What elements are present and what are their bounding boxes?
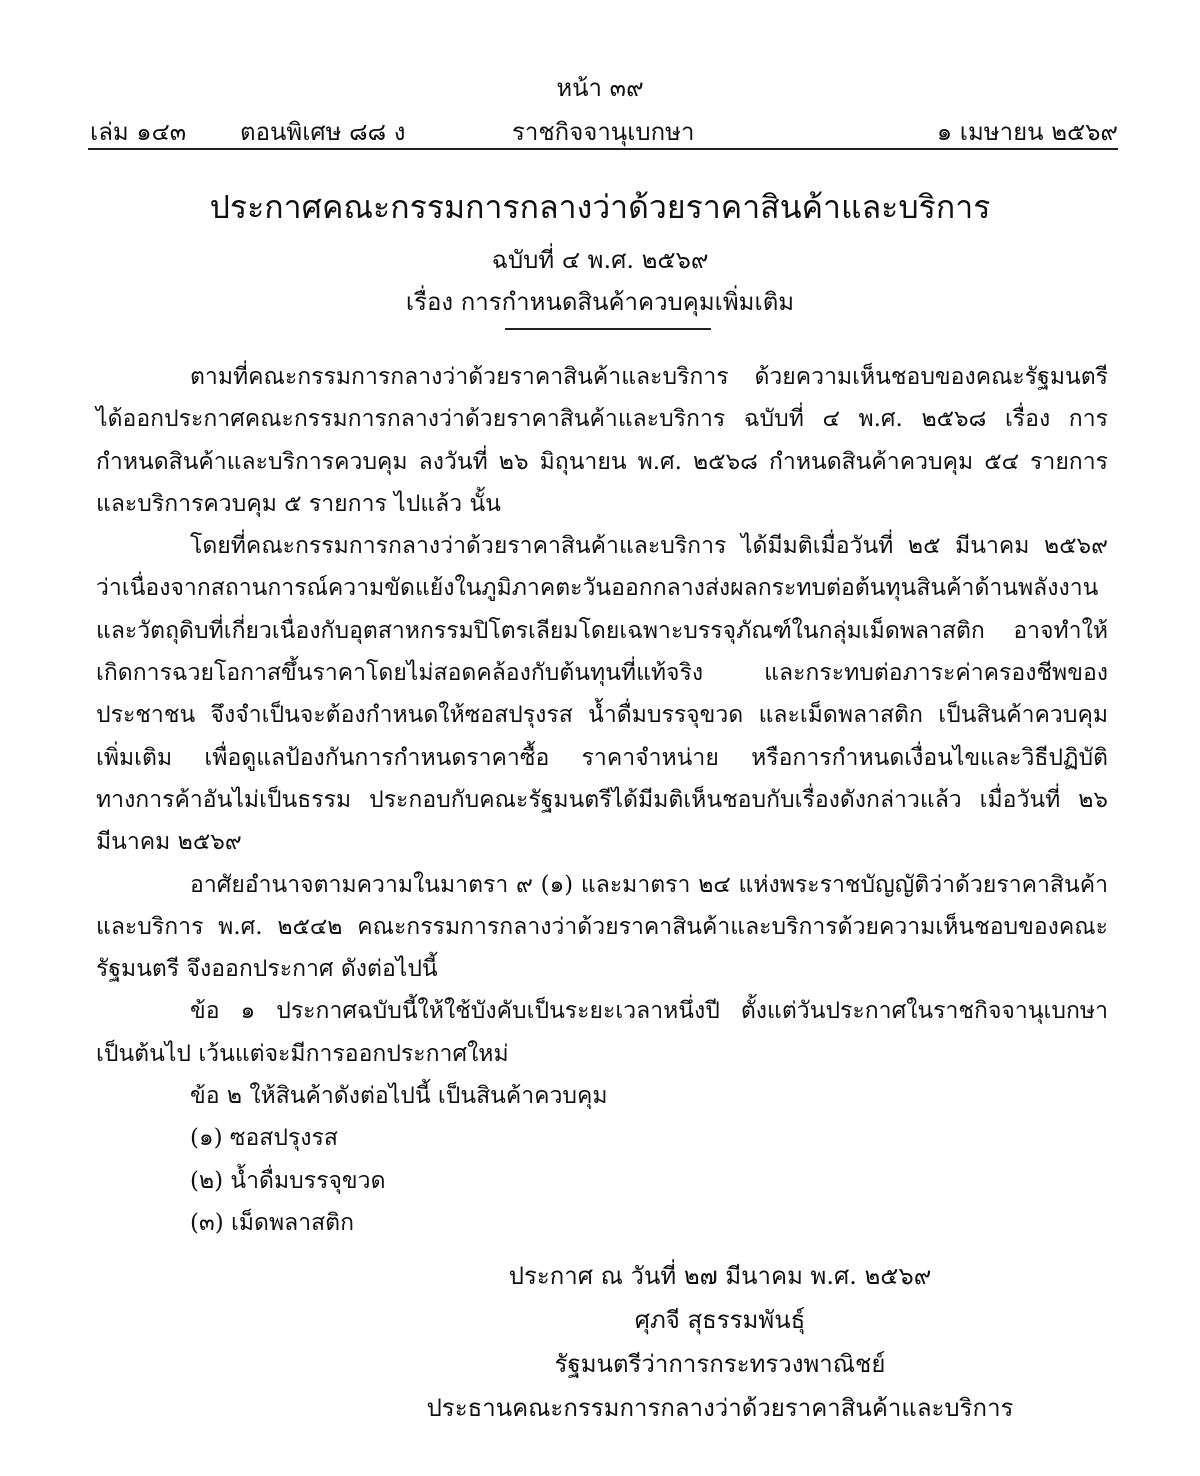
list-item: (๑) ซอสปรุงรส: [190, 1125, 338, 1152]
volume-number: เล่ม ๑๔๓: [90, 118, 187, 146]
signer-name: ศุภจี สุธรรมพันธุ์: [634, 1306, 806, 1334]
paragraph-resolution: โดยที่คณะกรรมการกลางว่าด้วยราคาสินค้าและบริการ ได้มีมติเมื่อวันที่ ๒๕ มีนาคม ๒๕๖๙ ว่าเนื่องจากสถานการณ์ความขัดแย้งในภูมิภาคตะวันออกกลางส่งผลกระทบต่อต้นทุนสินค้าด้านพลังงาน และวัตถุดิบที่เกี่ยวเนื่องกับอุตสาหกรรมปิโตรเลียมโดยเฉพาะบรรจุภัณฑ์ในกลุ่มเม็ดพลาสติก อาจทำให้เกิดการฉวยโอกาสขึ้นราคาโดยไม่สอดคล้องกับต้นทุนที่แท้จริง และกระทบต่อภาระค่าครองชีพของประชาชน จึงจำเป็นจะต้องกำหนดให้ซอสปรุงรส น้ำดื่มบรรจุขวด และเม็ดพลาสติก เป็นสินค้าควบคุมเพิ่มเติม เพื่อดูแลป้องกันการกำหนดราคาซื้อ ราคาจำหน่าย หรือการกำหนดเงื่อนไขและวิธีปฏิบัติทางการค้าอันไม่เป็นธรรม ประกอบกับคณะรัฐมนตรีได้มีมติเห็นชอบกับเรื่องดังกล่าวแล้ว เมื่อวันที่ ๒๖ มีนาคม ๒๕๖๙: [96, 533, 1108, 856]
announcement-body: [96, 356, 1108, 1244]
clause-1: ข้อ ๑ ประกาศฉบับนี้ให้ใช้บังคับเป็นระยะเวลาหนึ่งปี ตั้งแต่วันประกาศในราชกิจจานุเบกษาเป็นต้นไป เว้นแต่จะมีการออกประกาศใหม่: [96, 998, 1108, 1067]
announcement-subject: เรื่อง การกำหนดสินค้าควบคุมเพิ่มเติม: [405, 288, 795, 316]
section-number: ตอนพิเศษ ๘๘ ง: [240, 118, 406, 146]
page-number: หน้า ๓๙: [556, 74, 644, 102]
gazette-header: [90, 112, 1118, 144]
clause-2: ข้อ ๒ ให้สินค้าดังต่อไปนี้ เป็นสินค้าควบคุม: [190, 1083, 608, 1110]
paragraph-background: ตามที่คณะกรรมการกลางว่าด้วยราคาสินค้าและบริการ ด้วยความเห็นชอบของคณะรัฐมนตรี ได้ออกประกาศคณะกรรมการกลางว่าด้วยราคาสินค้าและบริการ ฉบับที่ ๔ พ.ศ. ๒๕๖๘ เรื่อง การกำหนดสินค้าและบริการควบคุม ลงวันที่ ๒๖ มิถุนายน พ.ศ. ๒๕๖๘ กำหนดสินค้าควบคุม ๕๔ รายการ และบริการควบคุม ๕ รายการ ไปแล้ว นั้น: [96, 364, 1108, 517]
paragraph-authority: อาศัยอำนาจตามความในมาตรา ๙ (๑) และมาตรา ๒๔ แห่งพระราชบัญญัติว่าด้วยราคาสินค้าและบริการ พ.ศ. ๒๕๔๒ คณะกรรมการกลางว่าด้วยราคาสินค้าและบริการด้วยความเห็นชอบของคณะรัฐมนตรี จึงออกประกาศ ดังต่อไปนี้: [96, 871, 1108, 983]
list-item: (๒) น้ำดื่มบรรจุขวด: [190, 1167, 386, 1194]
signature-date: ประกาศ ณ วันที่ ๒๗ มีนาคม พ.ศ. ๒๕๖๙: [508, 1262, 932, 1290]
gazette-name: ราชกิจจานุเบกษา: [512, 118, 695, 146]
announcement-issue: ฉบับที่ ๔ พ.ศ. ๒๕๖๙: [491, 246, 709, 274]
header-divider: [88, 148, 1118, 150]
signer-role: ประธานคณะกรรมการกลางว่าด้วยราคาสินค้าและบริการ: [426, 1394, 1014, 1422]
title-divider: [505, 328, 711, 330]
signer-position: รัฐมนตรีว่าการกระทรวงพาณิชย์: [554, 1350, 886, 1378]
list-item: (๓) เม็ดพลาสติก: [190, 1209, 355, 1236]
publication-date: ๑ เมษายน ๒๕๖๙: [936, 118, 1118, 146]
announcement-title: ประกาศคณะกรรมการกลางว่าด้วยราคาสินค้าและบริการ: [209, 188, 991, 226]
signature-block: [400, 1254, 1040, 1430]
